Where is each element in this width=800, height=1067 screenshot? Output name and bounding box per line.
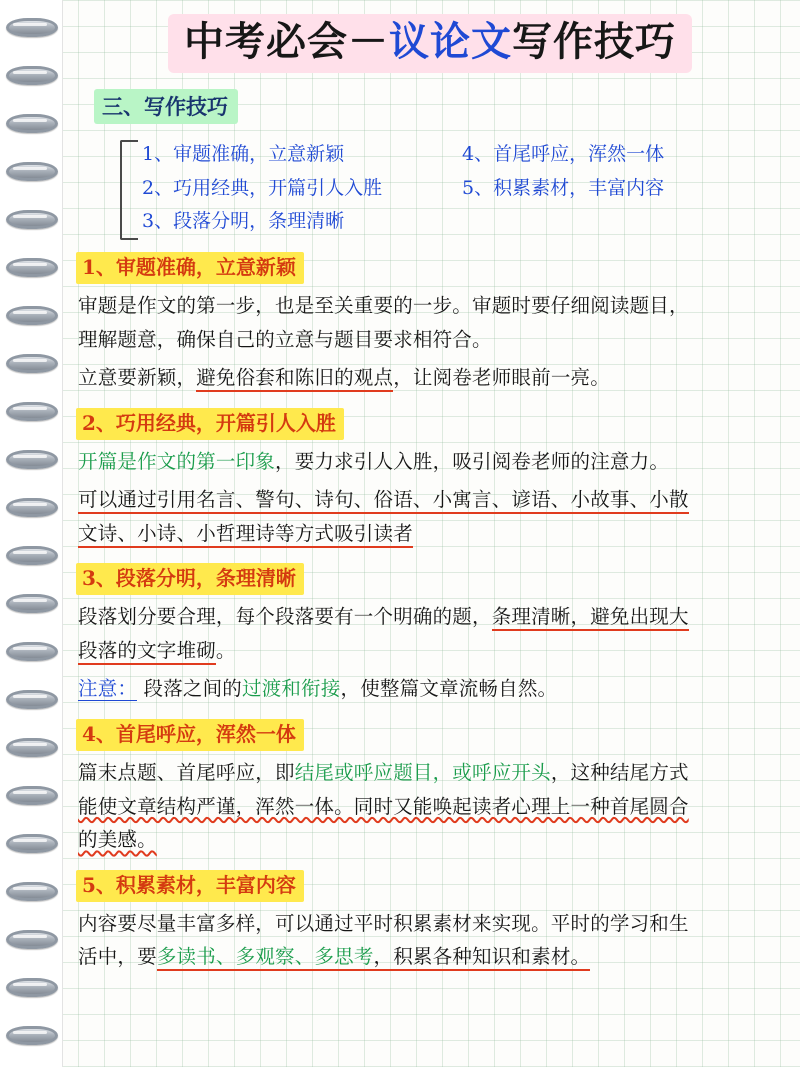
spiral-ring [6,354,58,373]
page-title [76,14,784,73]
spiral-ring [6,162,58,181]
tip-4-paragraph-1 [78,756,784,857]
text-run-green: 过渡和衔接 [242,677,341,701]
outline-block [142,138,742,239]
spiral-ring [6,594,58,613]
section-heading: 三、写作技巧 [94,89,238,124]
spiral-ring [6,306,58,325]
tip-1-paragraph-1 [78,289,784,356]
text-run: ，要力求引人入胜，吸引阅卷老师的注意力。 [275,449,670,473]
tip-heading-3: 3、段落分明，条理清晰 [76,563,304,595]
text-run-wavy: 的美感。 [78,828,157,852]
outline-item: 4、首尾呼应，浑然一体 [462,142,665,165]
spiral-ring [6,114,58,133]
text-run: 段落划分要合理，每个段落要有一个明确的题， [78,605,492,629]
outline-item [462,205,742,239]
page-content [62,0,800,1067]
spiral-ring [6,978,58,997]
tip-heading-4: 4、首尾呼应，浑然一体 [76,719,304,751]
tip-block-5 [76,870,784,974]
tip-3-paragraph-1 [78,600,784,667]
text-run-underlined: 可以通过引用名言、警句、诗句、俗语、小寓言、谚语、小故事、小散 [78,488,689,514]
text-run: 理解题意，确保自己的立意与题目要求相符合。 [78,327,492,351]
spiral-ring [6,66,58,85]
spiral-ring [6,258,58,277]
tip-3-paragraph-2 [78,672,784,706]
spiral-ring [6,930,58,949]
text-run: 内容要尽量丰富多样，可以通过平时积累素材来实现。平时的学习和生 [78,911,689,935]
title-part-1: 中考必会－ [184,18,389,65]
note-label: 注意： [78,677,138,701]
tip-2-paragraph-2 [78,483,784,550]
spiral-ring [6,834,58,853]
spiral-binding [0,0,63,1067]
text-run: 。 [215,638,236,662]
spiral-ring [6,546,58,565]
outline-item: 1、审题准确，立意新颖 [142,142,345,165]
tip-2-paragraph-1 [78,445,784,479]
tip-1-paragraph-2 [78,361,784,395]
text-run-underlined: 文诗、小诗、小哲理诗等方式吸引读者 [78,522,413,548]
text-run-green-underlined: 多读书、多观察、多思考 [157,945,374,971]
tip-block-3 [76,563,784,706]
tip-heading-1: 1、审题准确，立意新颖 [76,252,304,284]
spiral-ring [6,210,58,229]
outline-item: 3、段落分明，条理清晰 [142,210,345,233]
outline-item: 2、巧用经典，开篇引人入胜 [142,176,383,199]
spiral-ring [6,642,58,661]
text-run-underlined: ，积累各种知识和素材。 [374,945,591,971]
text-run: ，让阅卷老师眼前一亮。 [393,366,610,390]
title-part-3: 写作技巧 [512,18,676,65]
tip-5-paragraph-1 [78,907,784,974]
outline-row [142,138,742,172]
text-run: 篇末点题、首尾呼应，即 [78,761,295,785]
spiral-ring [6,690,58,709]
text-run: 审题是作文的第一步，也是至关重要的一步。审题时要仔细阅读题目， [78,294,689,318]
title-part-2: 议论文 [389,18,512,65]
text-run-underlined: 条理清晰，避免出现大 [492,605,689,631]
text-run-wavy: 能使文章结构严谨，浑然一体。同时又能唤起读者心理上一种首尾圆合 [78,794,689,818]
spiral-ring [6,18,58,37]
tip-block-2 [76,408,784,551]
tip-heading-2: 2、巧用经典，开篇引人入胜 [76,408,344,440]
text-run-green: 结尾或呼应题目，或呼应开头 [294,761,551,785]
spiral-ring [6,498,58,517]
outline-item: 5、积累素材，丰富内容 [462,176,665,199]
spiral-ring [6,1026,58,1045]
spiral-ring [6,882,58,901]
text-run-underlined: 段落的文字堆砌 [78,639,216,665]
spiral-ring [6,450,58,469]
text-run-underlined: 避免俗套和陈旧的观点 [196,366,393,392]
tip-block-1 [76,252,784,395]
bracket-decoration [120,140,138,240]
text-run: 立意要新颖， [78,366,197,390]
text-run-green: 开篇是作文的第一印象 [78,449,276,473]
tip-block-4 [76,719,784,857]
tip-heading-5: 5、积累素材，丰富内容 [76,870,304,902]
text-run: ，使整篇文章流畅自然。 [340,677,558,701]
spiral-ring [6,786,58,805]
spiral-ring [6,402,58,421]
text-run: 活中，要 [78,945,157,969]
text-run: ，这种结尾方式 [550,761,689,785]
outline-row [142,172,742,206]
outline-row [142,205,742,239]
spiral-ring [6,738,58,757]
title-highlight [168,14,692,73]
text-run: 段落之间的 [137,677,243,701]
